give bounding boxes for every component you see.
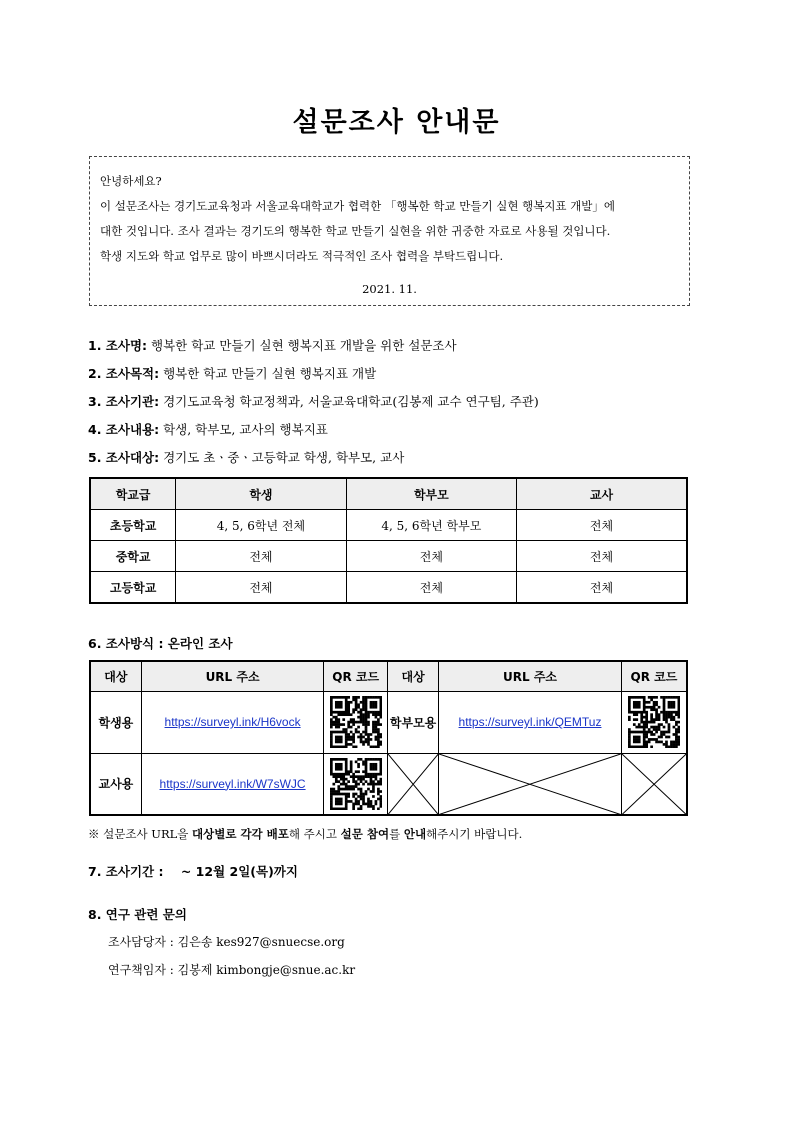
table-cell: 전체 — [176, 541, 346, 572]
table-header: 교사 — [517, 478, 687, 510]
table-header: 학교급 — [90, 478, 176, 510]
survey-purpose-item: 2. 조사목적: 행복한 학교 만들기 실현 행복지표 개발 — [88, 366, 377, 381]
table-header: URL 주소 — [141, 661, 324, 691]
table-cell — [439, 691, 622, 753]
table-cell — [324, 753, 388, 815]
table-header-row — [90, 478, 687, 510]
contact-line: 조사담당자 : 김은송 kes927@snuecse.org — [108, 935, 345, 949]
table-row — [90, 572, 687, 604]
table-cell — [621, 691, 687, 753]
intro-box — [89, 156, 690, 306]
survey-content-item: 4. 조사내용: 학생, 학부모, 교사의 행복지표 — [88, 422, 328, 437]
table-cell: 전체 — [346, 541, 516, 572]
table-cell: 학생용 — [90, 691, 141, 753]
qr-code-icon — [330, 758, 382, 810]
table-row — [90, 753, 687, 815]
survey-period: 7. 조사기간 : ~ 12월 2일(목)까지 — [88, 864, 298, 879]
table-header: URL 주소 — [439, 661, 622, 691]
contact-title: 8. 연구 관련 문의 — [88, 907, 187, 922]
table-cell: 전체 — [517, 572, 687, 604]
table-cell — [141, 691, 324, 753]
empty-cell — [387, 753, 438, 815]
intro-greeting: 안녕하세요? — [100, 174, 162, 188]
qr-code-icon — [628, 696, 680, 748]
distribution-note: ※ 설문조사 URL을 대상별로 각각 배포해 주시고 설문 참여를 안내해주시기 바랍니다. — [88, 827, 523, 841]
empty-cell — [439, 753, 622, 815]
survey-agency-item: 3. 조사기관: 경기도교육청 학교정책과, 서울교육대학교(김봉제 교수 연구팀, 주관) — [88, 394, 539, 409]
intro-line: 대한 것입니다. 조사 결과는 경기도의 행복한 학교 만들기 실현을 위한 귀중한 자료로 사용될 것입니다. — [100, 224, 611, 238]
table-cell: 전체 — [176, 572, 346, 604]
table-cell — [324, 691, 388, 753]
table-cell: 4, 5, 6학년 전체 — [176, 510, 346, 541]
empty-cell — [621, 753, 687, 815]
table-cell: 학부모용 — [387, 691, 438, 753]
table-cell: 전체 — [346, 572, 516, 604]
contact-line: 연구책임자 : 김봉제 kimbongje@snue.ac.kr — [108, 963, 356, 977]
table-header: QR 코드 — [324, 661, 388, 691]
intro-line: 이 설문조사는 경기도교육청과 서울교육대학교가 협력한 「행복한 학교 만들기 실현 행복지표 개발」에 — [100, 199, 616, 213]
table-header: QR 코드 — [621, 661, 687, 691]
table-header-row — [90, 661, 687, 691]
table-header: 대상 — [90, 661, 141, 691]
table-header: 학생 — [176, 478, 346, 510]
table-header: 대상 — [387, 661, 438, 691]
survey-name-item: 1. 조사명: 행복한 학교 만들기 실현 행복지표 개발을 위한 설문조사 — [88, 338, 457, 353]
teacher-survey-link[interactable]: https://surveyl.ink/W7sWJC — [159, 776, 306, 791]
table-row — [90, 510, 687, 541]
table-header: 학부모 — [346, 478, 516, 510]
table-cell: 전체 — [517, 510, 687, 541]
parent-survey-link[interactable]: https://surveyl.ink/QEMTuz — [458, 715, 602, 729]
table-cell — [141, 753, 324, 815]
intro-date: 2021. 11. — [362, 282, 417, 296]
table-cell: 4, 5, 6학년 학부모 — [346, 510, 516, 541]
student-survey-link[interactable]: https://surveyl.ink/H6vock — [164, 715, 301, 729]
target-table — [89, 477, 688, 604]
method-title: 6. 조사방식 : 온라인 조사 — [88, 636, 233, 651]
qr-code-icon — [330, 696, 382, 748]
table-cell: 고등학교 — [90, 572, 176, 604]
table-cell: 중학교 — [90, 541, 176, 572]
intro-line: 학생 지도와 학교 업무로 많이 바쁘시더라도 적극적인 조사 협력을 부탁드립니다. — [100, 249, 504, 263]
table-row — [90, 541, 687, 572]
table-cell: 초등학교 — [90, 510, 176, 541]
table-row — [90, 691, 687, 753]
table-cell: 교사용 — [90, 753, 141, 815]
survey-target-item: 5. 조사대상: 경기도 초ㆍ중ㆍ고등학교 학생, 학부모, 교사 — [88, 450, 405, 465]
url-table — [89, 660, 688, 816]
page-title: 설문조사 안내문 — [292, 107, 501, 138]
table-cell: 전체 — [517, 541, 687, 572]
